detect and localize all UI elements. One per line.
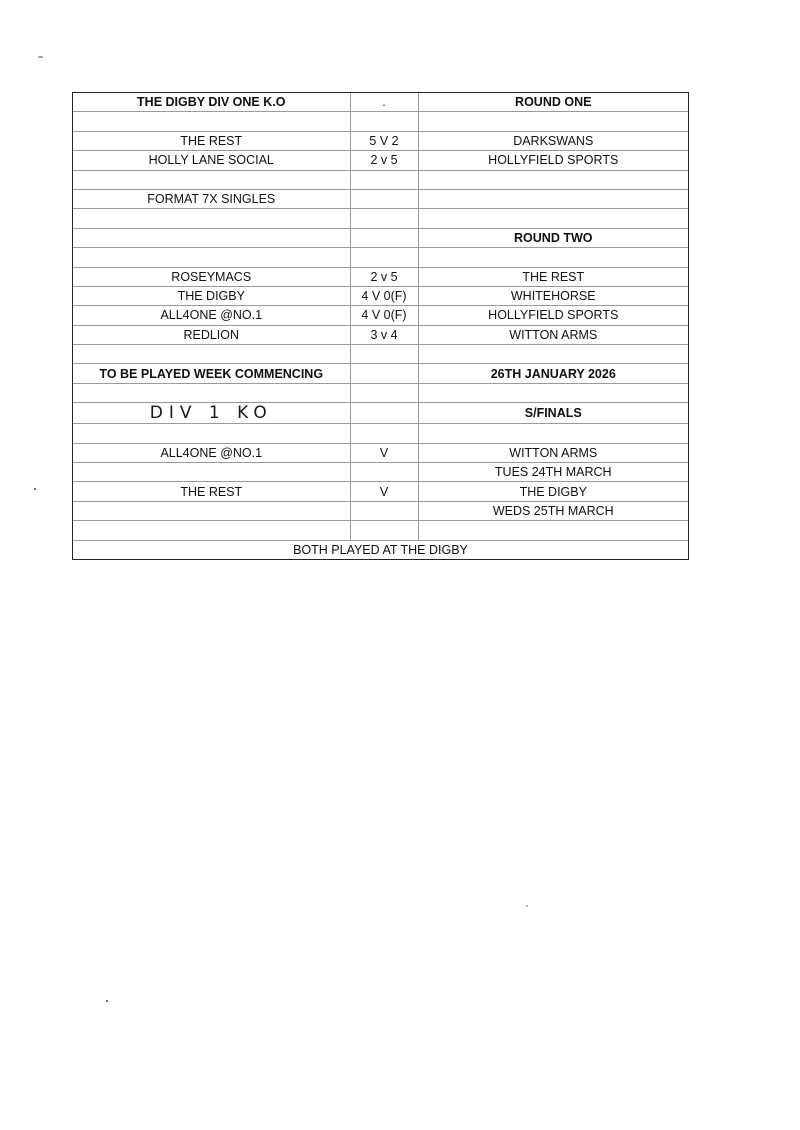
away-team: WHITEHORSE: [418, 286, 688, 305]
knockout-table: [72, 92, 689, 560]
schedule-date: 26TH JANUARY 2026: [418, 364, 688, 383]
round-one-heading: ROUND ONE: [418, 93, 688, 112]
schedule-row: [73, 364, 688, 383]
empty-row: [73, 345, 688, 364]
format-note: FORMAT 7X SINGLES: [73, 189, 350, 208]
table-row: [73, 306, 688, 325]
scan-speck: [38, 56, 43, 58]
empty-row: [73, 383, 688, 402]
table-row: [73, 482, 688, 501]
match-score: 2 v 5: [350, 267, 418, 286]
empty-row: [73, 170, 688, 189]
versus-mark: V: [350, 482, 418, 501]
format-row: [73, 189, 688, 208]
semi-finals-header-row: [73, 403, 688, 424]
match-date: TUES 24TH MARCH: [418, 463, 688, 482]
header-row: [73, 93, 688, 112]
table-row: [73, 151, 688, 170]
away-team: HOLLYFIELD SPORTS: [418, 306, 688, 325]
table-row: [73, 267, 688, 286]
home-team: THE REST: [73, 131, 350, 150]
match-date: WEDS 25TH MARCH: [418, 501, 688, 520]
empty-row: [73, 248, 688, 267]
match-score: 4 V 0(F): [350, 306, 418, 325]
schedule-label: TO BE PLAYED WEEK COMMENCING: [73, 364, 350, 383]
empty-row: [73, 112, 688, 131]
match-score: 4 V 0(F): [350, 286, 418, 305]
scan-speck: [34, 488, 36, 490]
competition-title: THE DIGBY DIV ONE K.O: [73, 93, 350, 112]
away-team: HOLLYFIELD SPORTS: [418, 151, 688, 170]
versus-mark: V: [350, 443, 418, 462]
home-team: THE DIGBY: [73, 286, 350, 305]
match-score: 5 V 2: [350, 131, 418, 150]
home-team: THE REST: [73, 482, 350, 501]
scan-speck: [526, 905, 528, 907]
away-team: DARKSWANS: [418, 131, 688, 150]
match-score: 3 v 4: [350, 325, 418, 344]
table-row: [73, 286, 688, 305]
home-team: ROSEYMACS: [73, 267, 350, 286]
round-two-header-row: [73, 228, 688, 247]
date-row: [73, 501, 688, 520]
match-score: 2 v 5: [350, 151, 418, 170]
home-team: ALL4ONE @NO.1: [73, 306, 350, 325]
table-row: [73, 443, 688, 462]
round-two-heading: ROUND TWO: [418, 228, 688, 247]
date-row: [73, 463, 688, 482]
semi-finals-heading: S/FINALS: [418, 403, 688, 424]
empty-row: [73, 521, 688, 540]
home-team: HOLLY LANE SOCIAL: [73, 151, 350, 170]
scan-speck: [106, 1000, 108, 1002]
empty-row: [73, 424, 688, 443]
handwritten-note: DIV 1 KO: [73, 403, 350, 424]
table-row: [73, 325, 688, 344]
away-team: WITTON ARMS: [418, 325, 688, 344]
header-mid-mark: .: [350, 93, 418, 112]
home-team: ALL4ONE @NO.1: [73, 443, 350, 462]
away-team: THE REST: [418, 267, 688, 286]
venue-row: [73, 540, 688, 559]
away-team: WITTON ARMS: [418, 443, 688, 462]
venue-note: BOTH PLAYED AT THE DIGBY: [293, 542, 468, 557]
empty-row: [73, 209, 688, 228]
table-row: [73, 131, 688, 150]
away-team: THE DIGBY: [418, 482, 688, 501]
fixtures-grid: [73, 93, 688, 559]
home-team: REDLION: [73, 325, 350, 344]
